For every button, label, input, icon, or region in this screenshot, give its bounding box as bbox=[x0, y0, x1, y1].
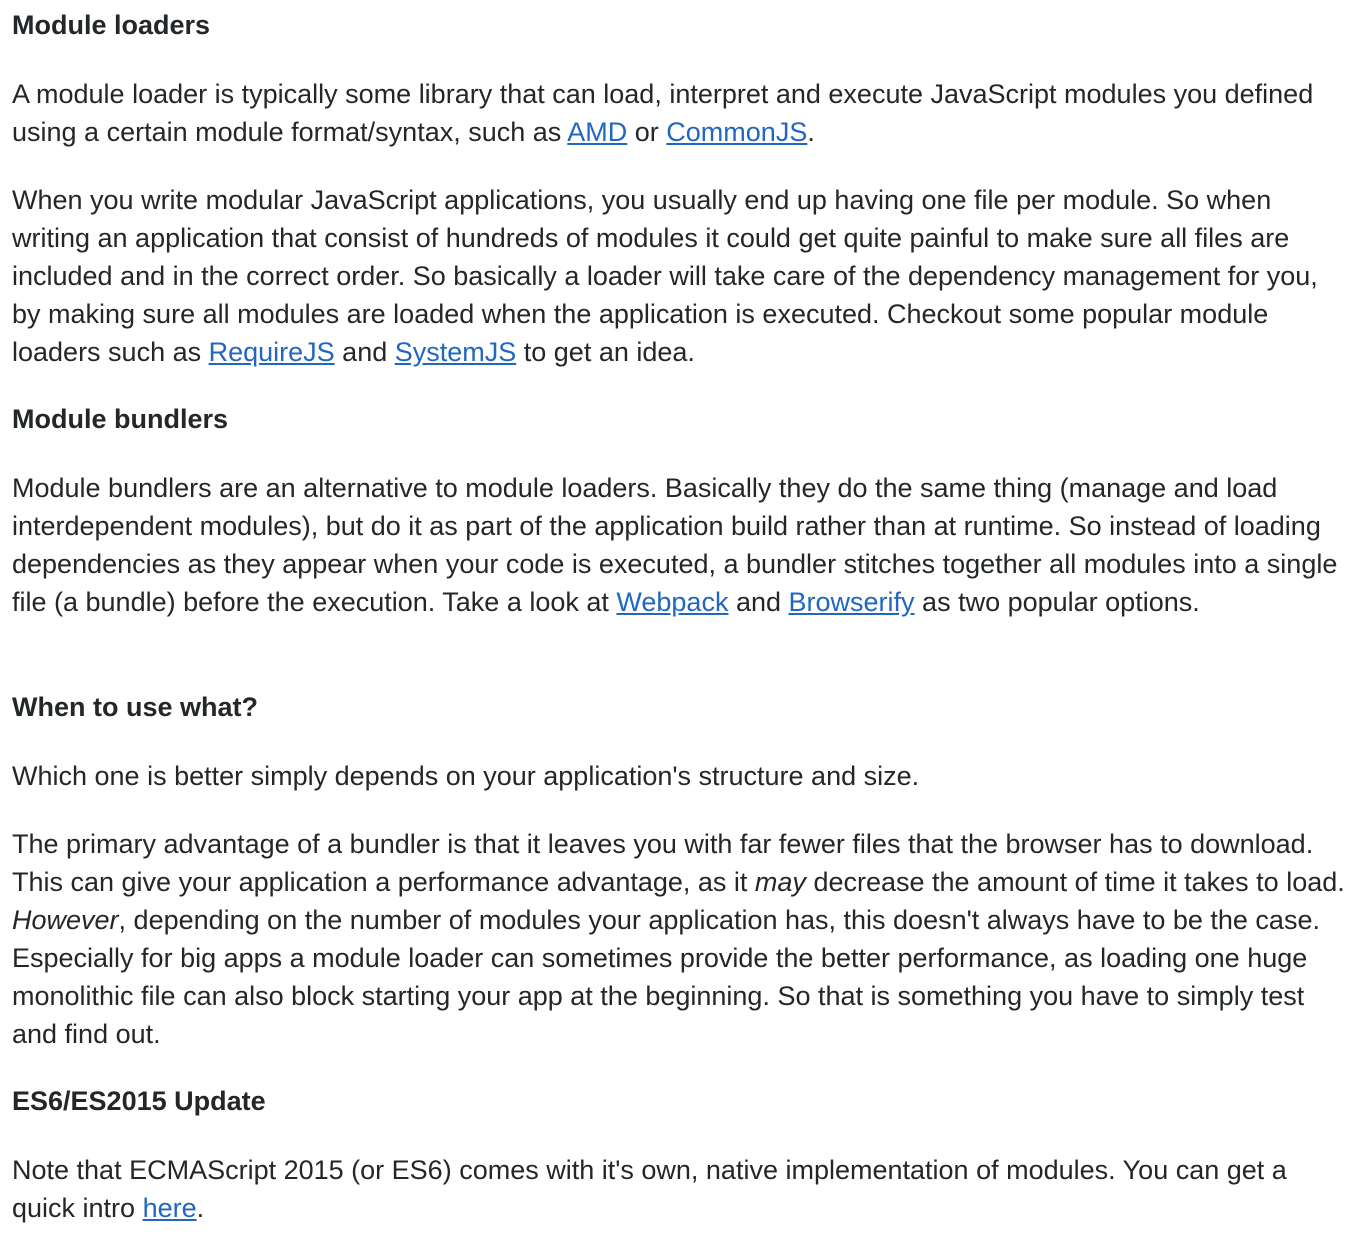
paragraph-module-loaders-intro bbox=[12, 75, 1348, 151]
paragraph-when-to-use-detail bbox=[12, 825, 1348, 1053]
heading-module-bundlers: Module bundlers bbox=[12, 404, 228, 434]
link-browserify[interactable]: Browserify bbox=[788, 587, 915, 617]
link-here[interactable]: here bbox=[142, 1193, 197, 1223]
text-span: Module bundlers are an alternative to module loaders. Basically they do the same thing (manage and load interdependent modules), but do it as part of the application build rather than at runtime. So instead of loading dependencies as they appear when your code is executed, a bundler stitches together all modules into a single file (a bundle) before the execution. Take a look at bbox=[12, 473, 1338, 617]
emphasis-however: However bbox=[12, 905, 119, 935]
paragraph-module-bundlers bbox=[12, 469, 1348, 621]
heading-when-to-use: When to use what? bbox=[12, 692, 258, 722]
text-span: or bbox=[627, 117, 667, 147]
text-span: and bbox=[728, 587, 789, 617]
emphasis-may: may bbox=[754, 867, 806, 897]
link-amd[interactable]: AMD bbox=[567, 117, 628, 147]
text-span: to get an idea. bbox=[516, 337, 695, 367]
link-systemjs[interactable]: SystemJS bbox=[394, 337, 517, 367]
heading-module-loaders: Module loaders bbox=[12, 10, 211, 40]
paragraph-es6-update bbox=[12, 1151, 1348, 1227]
text-span: Note that ECMAScript 2015 (or ES6) comes with it's own, native implementation of modules. You can get a quick intro bbox=[12, 1155, 1287, 1223]
link-commonjs[interactable]: CommonJS bbox=[666, 117, 808, 147]
text-span: decrease the amount of time it takes to load. bbox=[805, 867, 1345, 897]
text-span: . bbox=[196, 1193, 205, 1223]
text-span: When you write modular JavaScript applications, you usually end up having one file per module. So when writing an application that consist of hundreds of modules it could get quite painful to make sure all files are included and in the correct order. So basically a loader will take care of the dependency management for you, by making sure all modules are loaded when the application is executed. Checkout some popular module loaders such as bbox=[12, 185, 1318, 367]
heading-es6-update: ES6/ES2015 Update bbox=[12, 1086, 266, 1116]
text-span: , depending on the number of modules your application has, this doesn't always have to be the case. Especially for big apps a module loader can sometimes provide the better performance, as loading one huge monolithic file can also block starting your app at the beginning. So that is something you have to simply test and find out. bbox=[12, 905, 1320, 1049]
text-span: and bbox=[334, 337, 395, 367]
text-span: The primary advantage of a bundler is that it leaves you with far fewer files that the browser has to download. This can give your application a performance advantage, as it bbox=[12, 829, 1314, 897]
text-span: as two popular options. bbox=[914, 587, 1200, 617]
text-span: A module loader is typically some library that can load, interpret and execute JavaScript modules you defined using a certain module format/syntax, such as bbox=[12, 79, 1314, 147]
paragraph-module-loaders-detail bbox=[12, 181, 1348, 371]
link-webpack[interactable]: Webpack bbox=[616, 587, 729, 617]
link-requirejs[interactable]: RequireJS bbox=[208, 337, 335, 367]
text-span: . bbox=[807, 117, 815, 147]
paragraph-when-to-use-summary: Which one is better simply depends on your application's structure and size. bbox=[12, 761, 920, 791]
